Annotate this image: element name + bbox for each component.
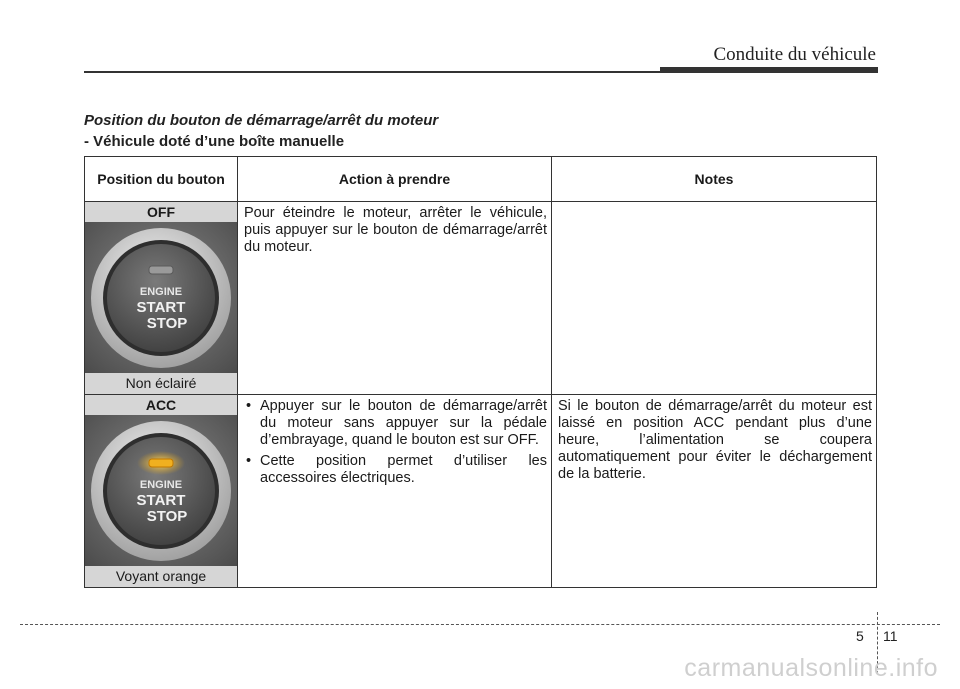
position-caption: Voyant orange bbox=[85, 566, 237, 587]
table-row-acc bbox=[85, 395, 877, 588]
button-text-stop: STOP bbox=[146, 315, 188, 332]
column-header-notes: Notes bbox=[552, 157, 877, 202]
header-rule bbox=[84, 71, 660, 73]
table-row-off bbox=[85, 202, 877, 395]
position-cell bbox=[85, 395, 238, 588]
button-text-stop: STOP bbox=[146, 508, 188, 525]
watermark: carmanualsonline.info bbox=[684, 654, 938, 682]
button-text-start: START bbox=[136, 299, 186, 316]
button-text-start: START bbox=[136, 492, 186, 509]
column-header-position: Position du bouton bbox=[85, 157, 238, 202]
footer-rule bbox=[20, 624, 940, 625]
start-button-image-off bbox=[85, 222, 237, 373]
start-button-icon bbox=[85, 222, 237, 373]
column-header-action: Action à prendre bbox=[238, 157, 552, 202]
chapter-number: 5 bbox=[856, 628, 864, 644]
button-text-engine: ENGINE bbox=[139, 479, 183, 491]
start-button-icon bbox=[85, 415, 237, 566]
list-item: • Cette position permet d’utiliser les accessoires électriques. bbox=[244, 453, 547, 487]
notes-cell bbox=[552, 202, 877, 395]
position-label: OFF bbox=[85, 202, 237, 222]
indicator-lamp bbox=[149, 266, 173, 274]
table-header-row bbox=[85, 157, 877, 202]
position-cell bbox=[85, 202, 238, 395]
list-item: • Appuyer sur le bouton de démarrage/arrêt du moteur sans appuyer sur la pédale d’embrayage, quand le bouton est sur OFF. bbox=[244, 398, 547, 449]
page-number: 11 bbox=[883, 628, 898, 644]
section-title: Position du bouton de démarrage/arrêt du moteur bbox=[84, 112, 439, 129]
position-caption: Non éclairé bbox=[85, 373, 237, 394]
section-subtitle: - Véhicule doté d’une boîte manuelle bbox=[84, 133, 345, 150]
action-text: Pour éteindre le moteur, arrêter le véhicule, puis appuyer sur le bouton de démarrage/arrêt du moteur. bbox=[244, 205, 547, 255]
notes-cell bbox=[552, 395, 877, 588]
header-rule-accent bbox=[660, 67, 878, 73]
action-cell bbox=[238, 395, 552, 588]
notes-text: Si le bouton de démarrage/arrêt du moteur est laissé en position ACC pendant plus d’une heure, l’alimentation se coupera automatiquement pour éviter le déchargement de la batterie. bbox=[558, 398, 872, 482]
position-label: ACC bbox=[85, 395, 237, 415]
chapter-title: Conduite du véhicule bbox=[713, 44, 876, 65]
action-cell bbox=[238, 202, 552, 395]
indicator-lamp bbox=[149, 459, 173, 467]
action-bullet-list bbox=[244, 398, 547, 487]
button-position-table bbox=[84, 156, 877, 588]
button-text-engine: ENGINE bbox=[139, 286, 183, 298]
start-button-image-acc bbox=[85, 415, 237, 566]
